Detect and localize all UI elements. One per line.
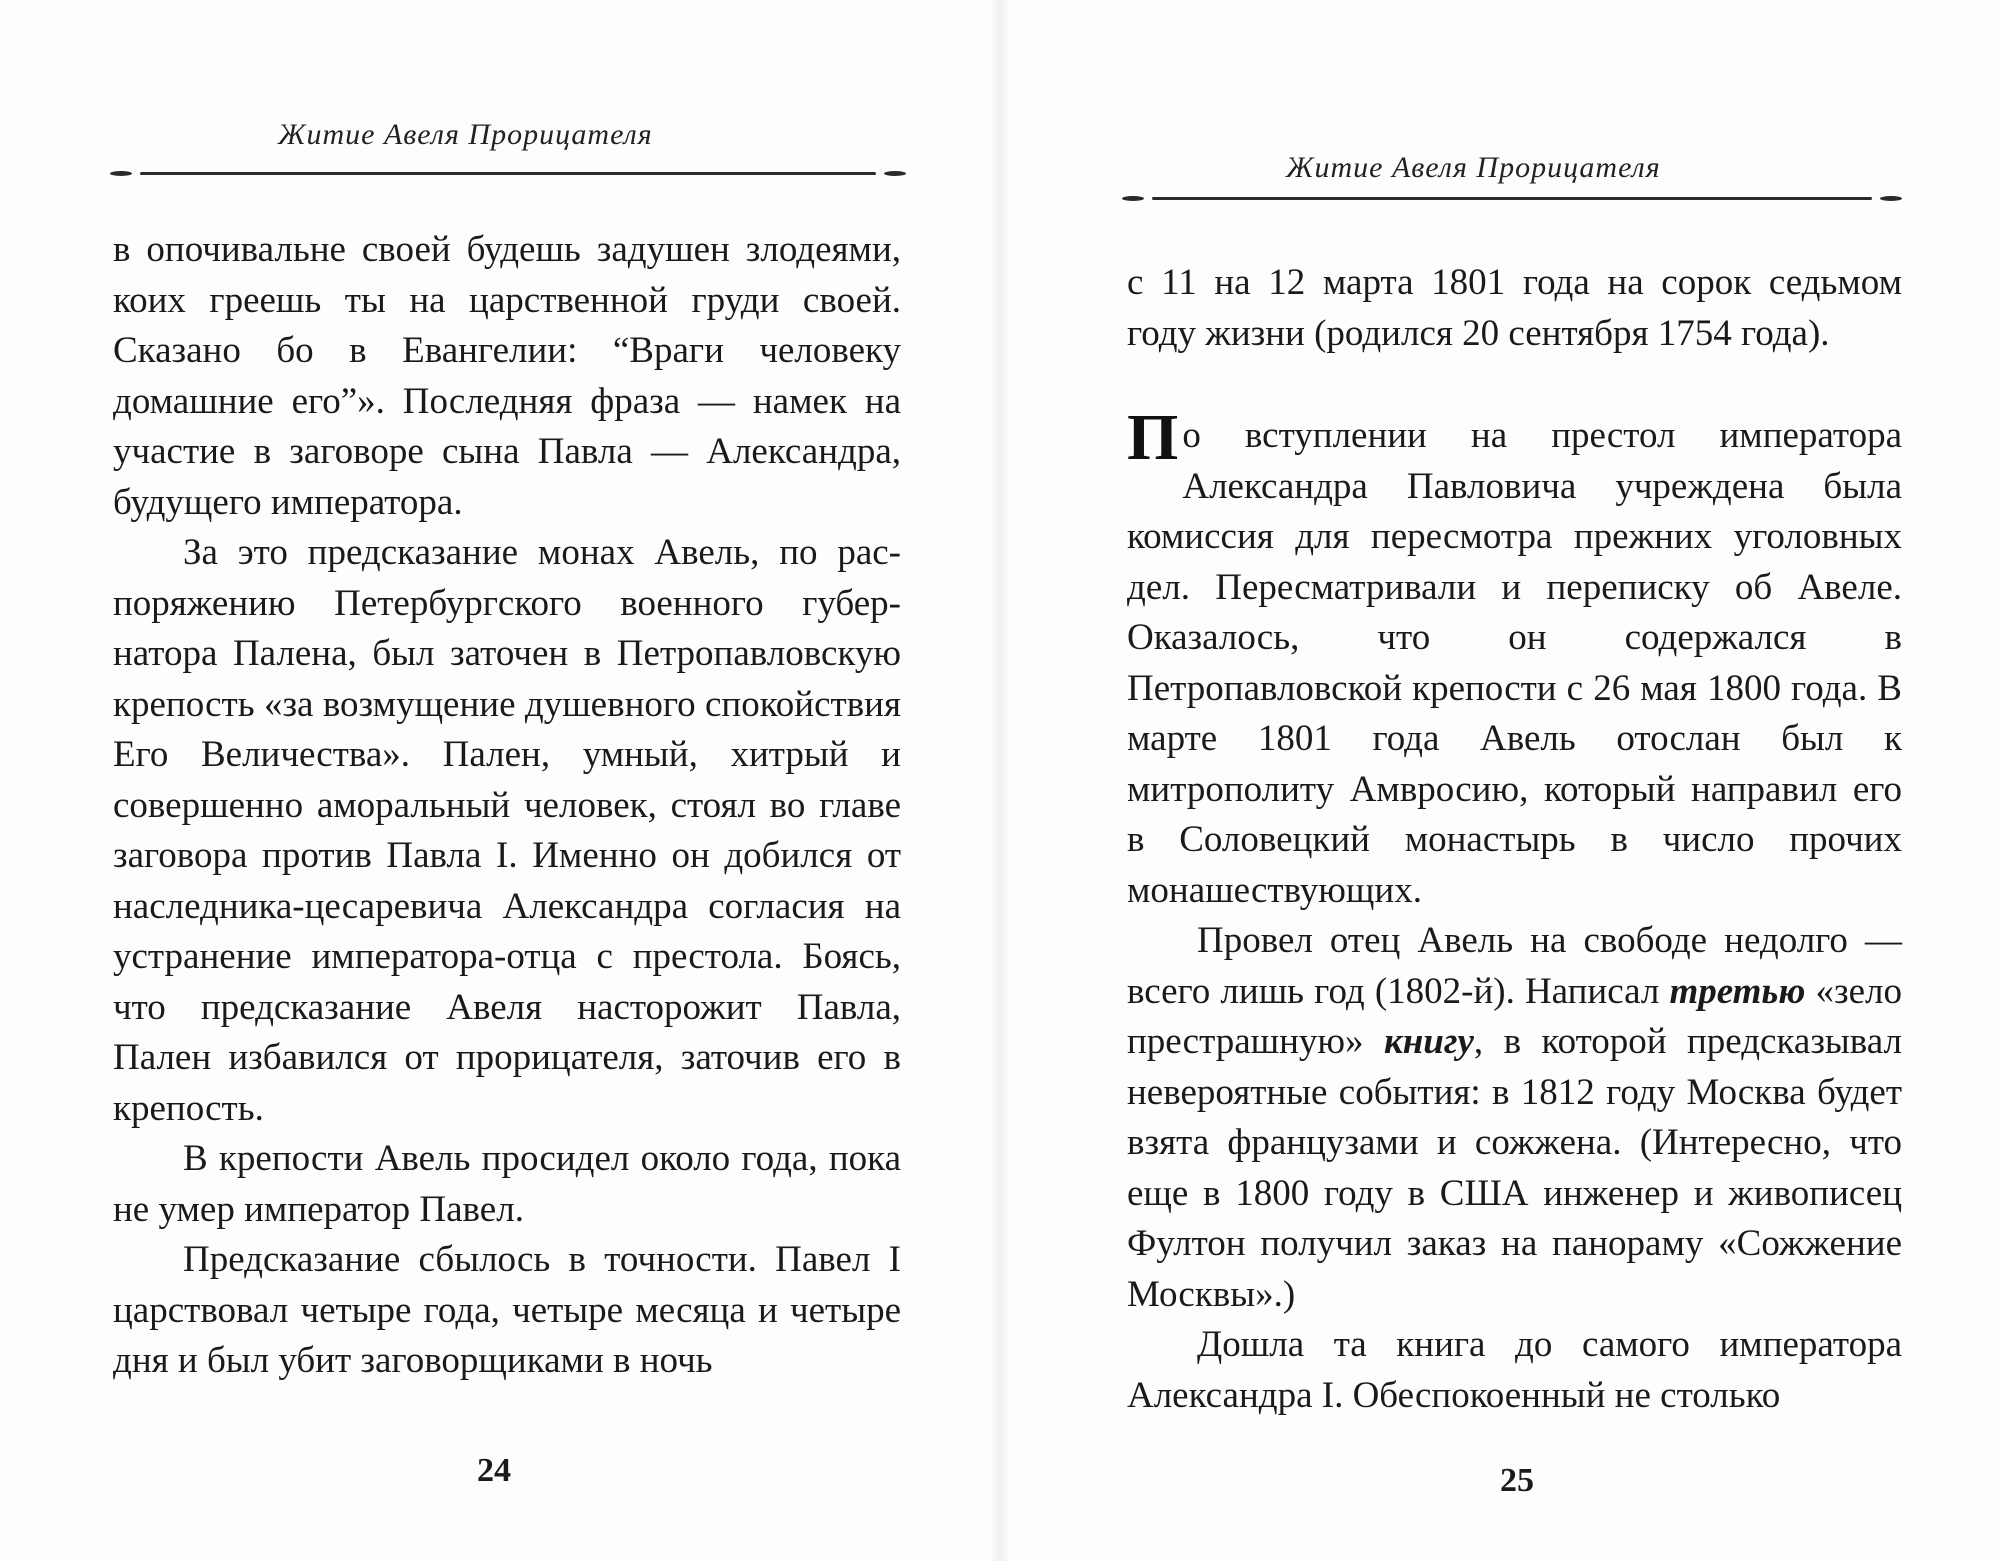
left-text-block <box>113 225 901 1387</box>
emphasis: третью <box>1669 970 1806 1012</box>
rule-cap <box>1122 196 1144 201</box>
paragraph-text: Провел отец Авель на свободе недолго — всего лишь год (1802-й). Написал <box>1127 920 1902 1012</box>
rule-cap <box>110 171 132 176</box>
paragraph-text: «зело престрашную» <box>1127 970 1902 1062</box>
rule-line <box>140 172 876 175</box>
rule-line <box>1152 197 1872 200</box>
right-page <box>1000 0 2000 1561</box>
running-header-left: Житие Авеля Прорицателя <box>278 118 653 151</box>
drop-cap: П <box>1127 401 1179 474</box>
paragraph: За это предсказание монах Авель, по распоряжению Петербургского военного губернатора Палена, был заточен в Петропавловскую крепость «за возмущение душевного спокойствия Его Величества». Пален, умный, хитрый и совершенно аморальный человек, стоял во главе заговора против Павла I. Именно он добился от наследника-цесаревича Александра согласия на устранение императора-отца с престола. Боясь, что предсказание Авеля насторожит Павла, Пален избавился от прорицателя, заточив его в крепость. <box>113 532 901 1129</box>
paragraph: Дошла та книга до самого императора Александра I. Обеспокоенный не столько <box>1127 1324 1902 1416</box>
rule-cap <box>1880 196 1902 201</box>
section-break <box>1127 359 1902 411</box>
paragraph: с 11 на 12 марта 1801 года на сорок седьмом году жизни (родился 20 сентября 1754 года). <box>1127 262 1902 354</box>
paragraph-text: о вступлении на престол императора Александра Павловича учреждена была комиссия для пересмотра прежних уголовных дел. Пересматривали и переписку об Авеле. Оказалось, что он содержался в Петропавловской крепости с 26 мая 1800 года. В марте 1801 года Авель отослан был к митрополиту Амвросию, который направил его в Соловецкий монастырь в число прочих монашествующих. <box>1127 415 1902 911</box>
paragraph <box>1127 916 1902 1320</box>
paragraph-with-dropcap <box>1127 401 1902 916</box>
paragraph: Предсказание сбылось в точности. Павел I царствовал четыре года, четыре месяца и четыре дня и был убит заговорщиками в ночь <box>113 1239 901 1381</box>
page-number-left: 24 <box>477 1452 511 1489</box>
paragraph: В крепости Авель просидел около года, пока не умер император Павел. <box>113 1138 901 1230</box>
rule-cap <box>884 171 906 176</box>
paragraph: в опочивальне своей будешь задушен злодеями, коих греешь ты на царственной груди своей. Сказано бо в Евангелии: “Враги человеку домашние его”». Последняя фраза — намек на участие в заговоре сына Павла — Александра, будущего императора. <box>113 229 901 523</box>
page-number-right: 25 <box>1500 1462 1534 1499</box>
header-rule-left <box>110 170 906 176</box>
emphasis: книгу <box>1383 1021 1474 1062</box>
running-header-right: Житие Авеля Прорицателя <box>1286 151 1661 184</box>
paragraph-text: , в которой предсказывал невероятные события: в 1812 году Москва будет взята французами и сожжена. (Интересно, что еще в 1800 году в США инженер и живописец Фултон получил заказ на панораму «Сожжение Москвы».) <box>1127 1021 1902 1315</box>
right-text-block <box>1127 258 1902 1421</box>
header-rule-right <box>1122 195 1902 201</box>
